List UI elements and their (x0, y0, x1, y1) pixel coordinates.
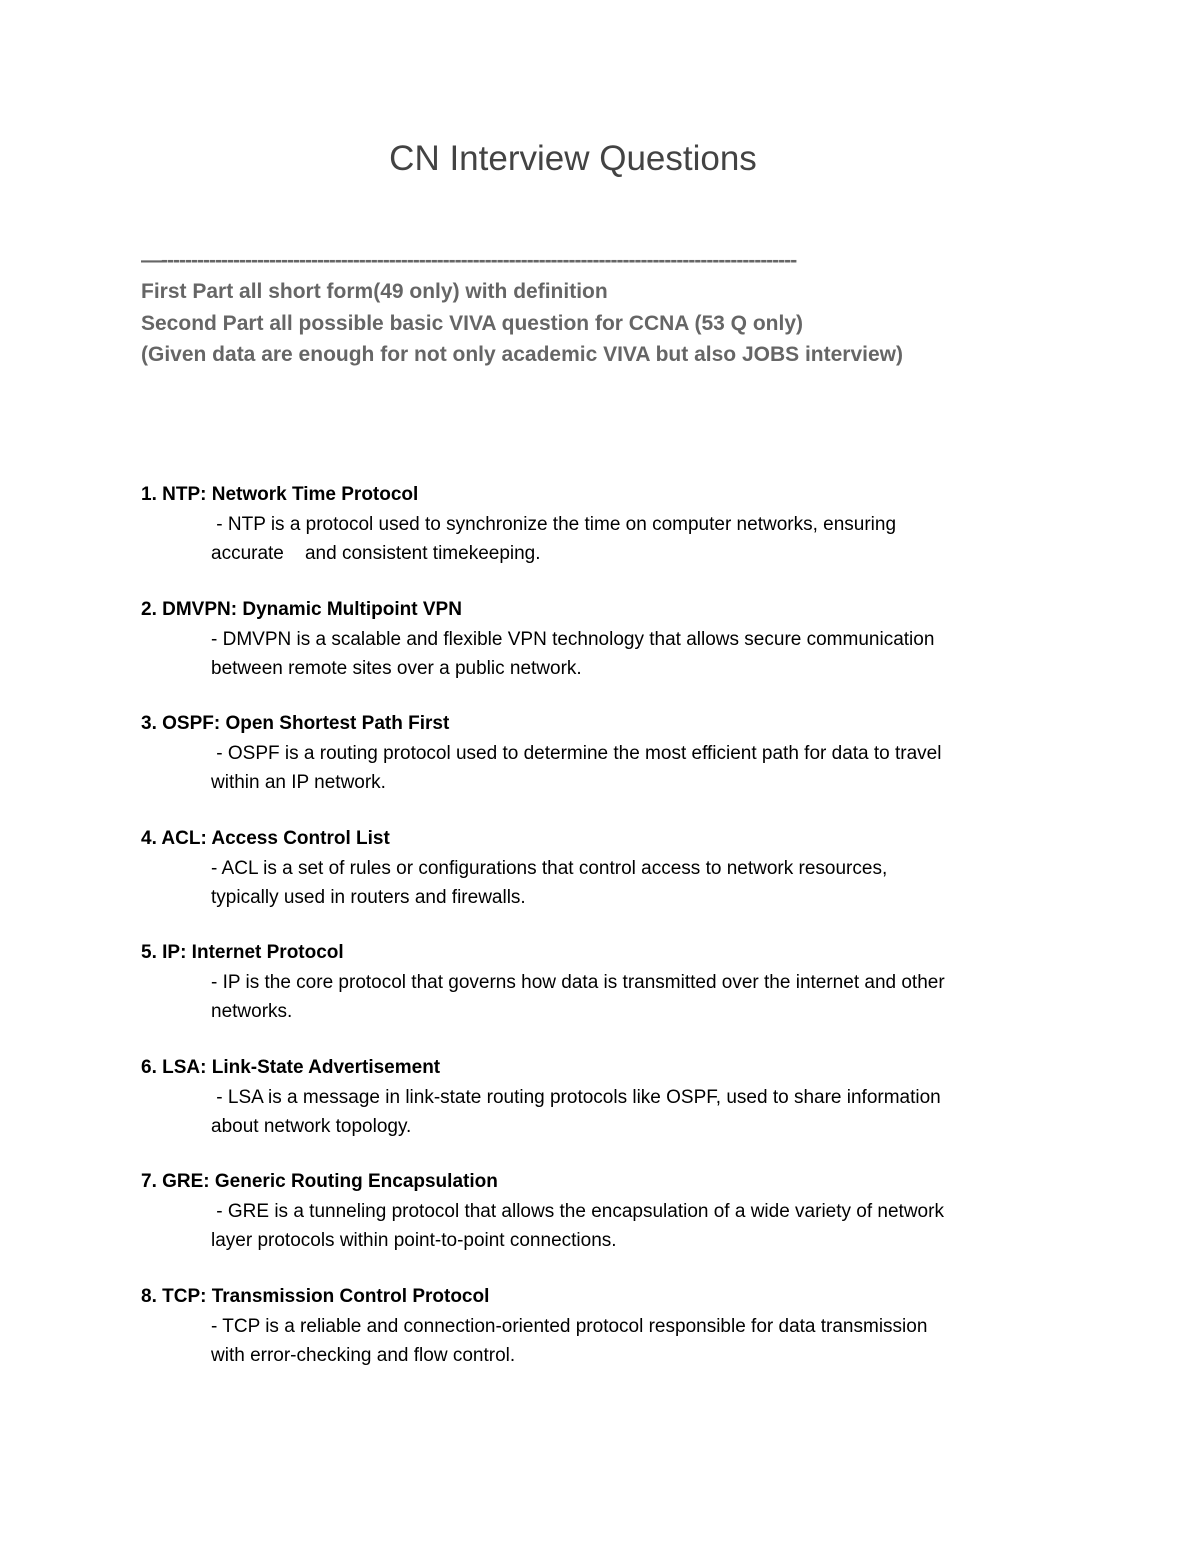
definition-line: - LSA is a message in link-state routing protocols like OSPF, used to share information (211, 1086, 941, 1108)
definition-line: - OSPF is a routing protocol used to determine the most efficient path for data to travel (211, 743, 942, 764)
entry-heading: 8. TCP: Transmission Control Protocol (141, 1285, 490, 1307)
definition-entry (141, 482, 1141, 597)
entry-definition (211, 1197, 1061, 1255)
entry-definition (211, 968, 1061, 1026)
dashed-divider: —---------------------------------------------------------------------------------------------------------- (141, 250, 797, 272)
definition-line: with error-checking and flow control. (211, 1344, 516, 1366)
definition-line: - TCP is a reliable and connection-oriented protocol responsible for data transmission (211, 1315, 928, 1337)
entry-heading: 5. IP: Internet Protocol (141, 942, 344, 963)
intro-block (141, 276, 1141, 371)
entry-heading: 3. OSPF: Open Shortest Path First (141, 713, 450, 734)
entry-heading: 7. GRE: Generic Routing Encapsulation (141, 1171, 498, 1192)
definition-entry (141, 826, 1141, 941)
definition-entry (141, 711, 1141, 826)
definition-list (141, 482, 1141, 1398)
intro-line-second-part: Second Part all possible basic VIVA question for CCNA (53 Q only) (141, 311, 804, 335)
entry-definition (211, 854, 1061, 912)
definition-entry (141, 1055, 1141, 1170)
page-title: CN Interview Questions (389, 139, 757, 178)
definition-line: accurate and consistent timekeeping. (211, 543, 541, 564)
definition-line: between remote sites over a public network. (211, 657, 582, 679)
entry-heading: 4. ACL: Access Control List (141, 827, 390, 849)
entry-heading: 1. NTP: Network Time Protocol (141, 484, 419, 505)
definition-entry (141, 597, 1141, 712)
entry-definition (211, 1083, 1061, 1141)
intro-line-note: (Given data are enough for not only academic VIVA but also JOBS interview) (141, 343, 903, 366)
definition-line: within an IP network. (211, 772, 386, 793)
definition-line: typically used in routers and firewalls. (211, 886, 526, 908)
entry-definition (211, 625, 1061, 683)
definition-entry (141, 940, 1141, 1055)
definition-line: - ACL is a set of rules or configurations that control access to network resources, (211, 857, 888, 879)
definition-line: - DMVPN is a scalable and flexible VPN technology that allows secure communication (211, 628, 935, 650)
definition-line: networks. (211, 1001, 293, 1022)
entry-definition (211, 739, 1061, 797)
intro-line-first-part: First Part all short form(49 only) with definition (141, 280, 608, 303)
definition-line: - NTP is a protocol used to synchronize the time on computer networks, ensuring (211, 514, 897, 535)
entry-heading: 6. LSA: Link-State Advertisement (141, 1056, 441, 1078)
definition-line: about network topology. (211, 1115, 412, 1137)
entry-definition (211, 510, 1061, 568)
entry-definition (211, 1312, 1061, 1370)
entry-heading: 2. DMVPN: Dynamic Multipoint VPN (141, 598, 462, 620)
definition-line: layer protocols within point-to-point connections. (211, 1230, 617, 1251)
definition-line: - IP is the core protocol that governs how data is transmitted over the internet and other (211, 972, 945, 993)
definition-entry (141, 1284, 1141, 1399)
definition-line: - GRE is a tunneling protocol that allows the encapsulation of a wide variety of network (211, 1201, 944, 1222)
definition-entry (141, 1169, 1141, 1284)
